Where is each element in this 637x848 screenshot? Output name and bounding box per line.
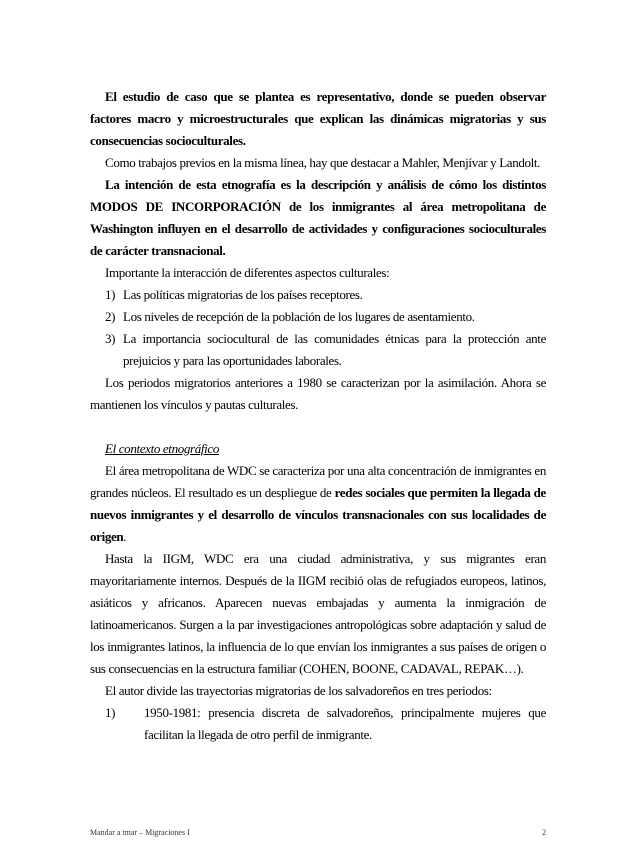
paragraph-metro-area xyxy=(90,460,546,548)
paragraph-previous-works: Como trabajos previos en la misma línea, hay que destacar a Mahler, Menjívar y Landolt. xyxy=(105,155,541,170)
footer-title: Mandar a tmar – Migraciones I xyxy=(90,828,190,837)
list-item-text: Los niveles de recepción de la población de los lugares de asentamiento. xyxy=(123,309,475,324)
paragraph-text-end: . xyxy=(123,529,127,544)
list-item-number: 2) xyxy=(105,309,116,324)
list-item-number: 1) xyxy=(105,287,116,302)
section-title: El contexto etnográfico xyxy=(105,441,219,456)
list-item-text: La importancia sociocultural de las comunidades étnicas para la protección ante prejuicios y para las oportunidades laborales. xyxy=(123,331,546,368)
list-item-number: 1) xyxy=(105,705,116,720)
page-number: 2 xyxy=(542,828,546,837)
paragraph-cultural-aspects: Importante la interacción de diferentes aspectos culturales: xyxy=(105,265,390,280)
paragraph-case-study: El estudio de caso que se plantea es representativo, donde se pueden observar factores macro y microestructurales que explican las dinámicas migratorias y sus consecuencias socioculturales. xyxy=(90,89,546,148)
paragraph-migration-periods: Los periodos migratorios anteriores a 1980 se caracterizan por la asimilación. Ahora se mantienen los vínculos y pautas culturales. xyxy=(90,375,546,412)
document-body xyxy=(90,86,546,746)
paragraph-emphasis: redes sociales que permiten la llegada de nuevos inmigrantes y el desarrollo de vínculos transnacionales con sus localidades de origen xyxy=(90,485,546,544)
periods-list xyxy=(90,702,546,746)
list-item-text: 1950-1981: presencia discreta de salvadoreños, principalmente mujeres que facilitan la llegada de otro perfil de inmigrante. xyxy=(144,705,546,742)
spacer xyxy=(90,416,546,438)
cultural-aspects-list xyxy=(90,284,546,372)
list-item-text: Las políticas migratorias de los países receptores. xyxy=(123,287,363,302)
list-item xyxy=(90,306,546,328)
paragraph-history: Hasta la IIGM, WDC era una ciudad administrativa, y sus migrantes eran mayoritariamente internos. Después de la IIGM recibió olas de refugiados europeos, latinos, asiáticos y africanos. Aparecen nuevas embajadas y aumenta la inmigración de latinoamericanos. Surgen a la par investigaciones antropológicas sobre adaptación y salud de los inmigrantes latinos, la influencia de lo que envían los inmigrantes a sus países de origen o sus consecuencias en la estructura familiar (COHEN, BOONE, CADAVAL, REPAK…). xyxy=(90,551,546,676)
list-item xyxy=(90,702,546,746)
list-item xyxy=(90,328,546,372)
paragraph-trajectories: El autor divide las trayectorias migratorias de los salvadoreños en tres periodos: xyxy=(105,683,492,698)
list-item-number: 3) xyxy=(105,331,116,346)
list-item xyxy=(90,284,546,306)
paragraph-text: El área metropolitana de WDC se caracteriza por una alta concentración de inmigrantes en grandes núcleos. El resultado es un despliegue de xyxy=(90,463,546,500)
paragraph-intention: La intención de esta etnografía es la descripción y análisis de cómo los distintos MODOS DE INCORPORACIÓN de los inmigrantes al área metropolitana de Washington influyen en el desarrollo de actividades y configuraciones socioculturales de carácter transnacional. xyxy=(90,177,546,258)
